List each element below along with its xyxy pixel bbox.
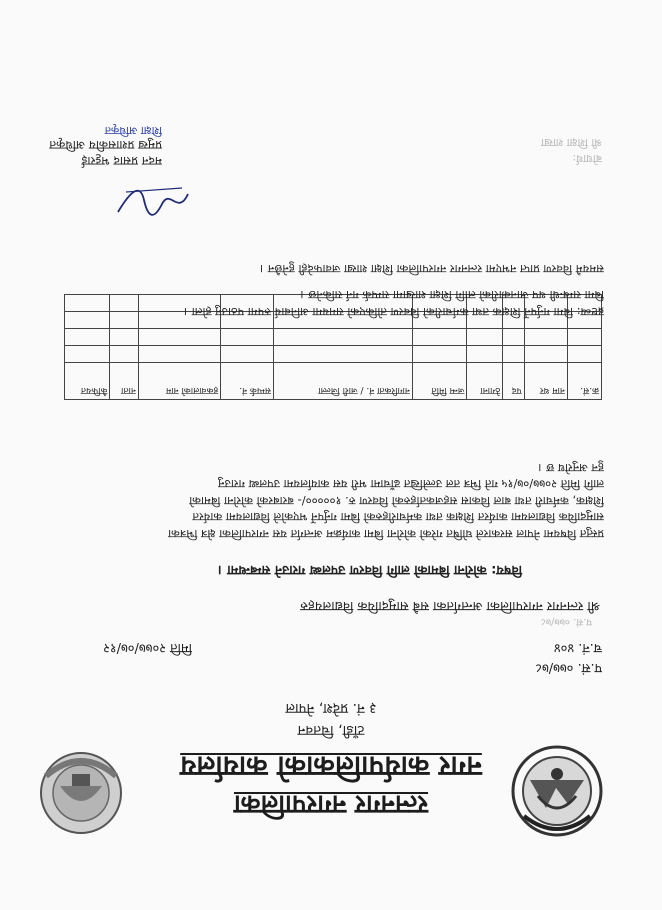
table-header-row: [65, 363, 602, 400]
body-line: सामुदायिक विद्यालयमा कार्यरत शिक्षक तथा कर्मचारीहरुको बिमा गर्नुपर्ने भएकोले विद्यालयमा कार्यरत: [192, 510, 604, 525]
body-line: शिक्षक, कर्मचारी तथा बाल विकास सहजकर्ताहरुको विवरण रु. १०००००/- बराबरको कोरोना बिमाको: [189, 494, 604, 508]
body-line: लागि मिति २०७७/०७/१५ गते भित्र तल उल्लेखित ढाँचामा भरी यस कार्यालयमा उपलब्ध गराउनु: [218, 477, 604, 492]
letter-number: प.सं. ०७७/७८: [535, 660, 602, 675]
letter-date: मिति २०७७/०७/१२: [103, 640, 192, 655]
table-header-cell: हकवालाको नाम: [138, 363, 220, 400]
table-header-cell: नाता: [110, 363, 138, 400]
dispatch-number: च.नं. ४०४: [553, 640, 602, 655]
table-header-cell: क्र.सं.: [567, 363, 601, 400]
bleed-through-mark: [541, 616, 592, 630]
table-header-cell: सम्पर्क नं.: [221, 363, 274, 400]
table-row: [65, 346, 602, 363]
table-header-cell: ठेगाना: [467, 363, 503, 400]
footer-line: बिमा सम्बन्धी थप जानकारीको लागि शिक्षा शाखामा सम्पर्क गर्न सकिनेछ ।: [300, 288, 604, 303]
signatory-name: मदन प्रसाद भट्टराई: [81, 154, 162, 168]
handwritten-signature-icon: [112, 182, 192, 222]
subject-line: विषय: कोरोना बिमाको लागि विवरण उपलब्ध गराउने सम्बन्धमा ।: [217, 562, 522, 577]
table-header-cell: पद: [503, 363, 524, 400]
table-header-cell: जन्म मिति: [412, 363, 467, 400]
footer-line: द्रष्टव्य: बिमा गर्नुपर्ने शिक्षक तथा कर्मचारीको विवरण तोकिएको समयमा अनिवार्य रुपमा पठाउनु होला ।: [183, 305, 604, 319]
address-line-1: टाँडी, चितवन: [297, 722, 365, 738]
table-row: [65, 329, 602, 346]
table-header-cell: नाम थर: [524, 363, 567, 400]
official-stamp-text: शिक्षा अधिकृत: [104, 124, 162, 137]
signatory-role: प्रमुख प्रशासकीय अधिकृत: [49, 138, 162, 152]
organization-name: रत्ननगर नगरपालिका: [233, 789, 429, 819]
table-header-cell: नागरिकता नं. / जारी जिल्ला: [273, 363, 412, 400]
footer-notes: [64, 261, 604, 321]
table-header-cell: कैफियत: [65, 363, 110, 400]
cc-label: बोधार्थ:: [572, 152, 602, 165]
bleed-through-text: प.सं. ०७७/७८: [540, 616, 592, 627]
body-line: हुन अनुरोध छ ।: [538, 461, 604, 475]
recipient-line: श्री रत्ननगर नगरपालिका अन्तर्गतका सबै सामुदायिक विद्यालयहरु: [300, 598, 600, 613]
office-name: नगर कार्यपालिकाको कार्यालय: [180, 750, 482, 783]
cc-line: श्री शिक्षा शाखा: [541, 136, 602, 149]
footer-line: समयमै विवरण प्राप्त नभएमा रत्ननगर नगरपालिका शिक्षा शाखा जवाफदेही हुनेछैन ।: [259, 262, 604, 276]
body-paragraph: [64, 460, 604, 543]
body-line: प्रस्तुत विषयमा नेपाल सरकारले घोषित गरेको कोरोना बिमा कार्यक्रम अन्तर्गत यस नगरपालिका क्षेत्र भित्रका: [168, 527, 604, 541]
address-line-2: ३ नं. प्रदेश, नेपाल: [285, 700, 377, 716]
